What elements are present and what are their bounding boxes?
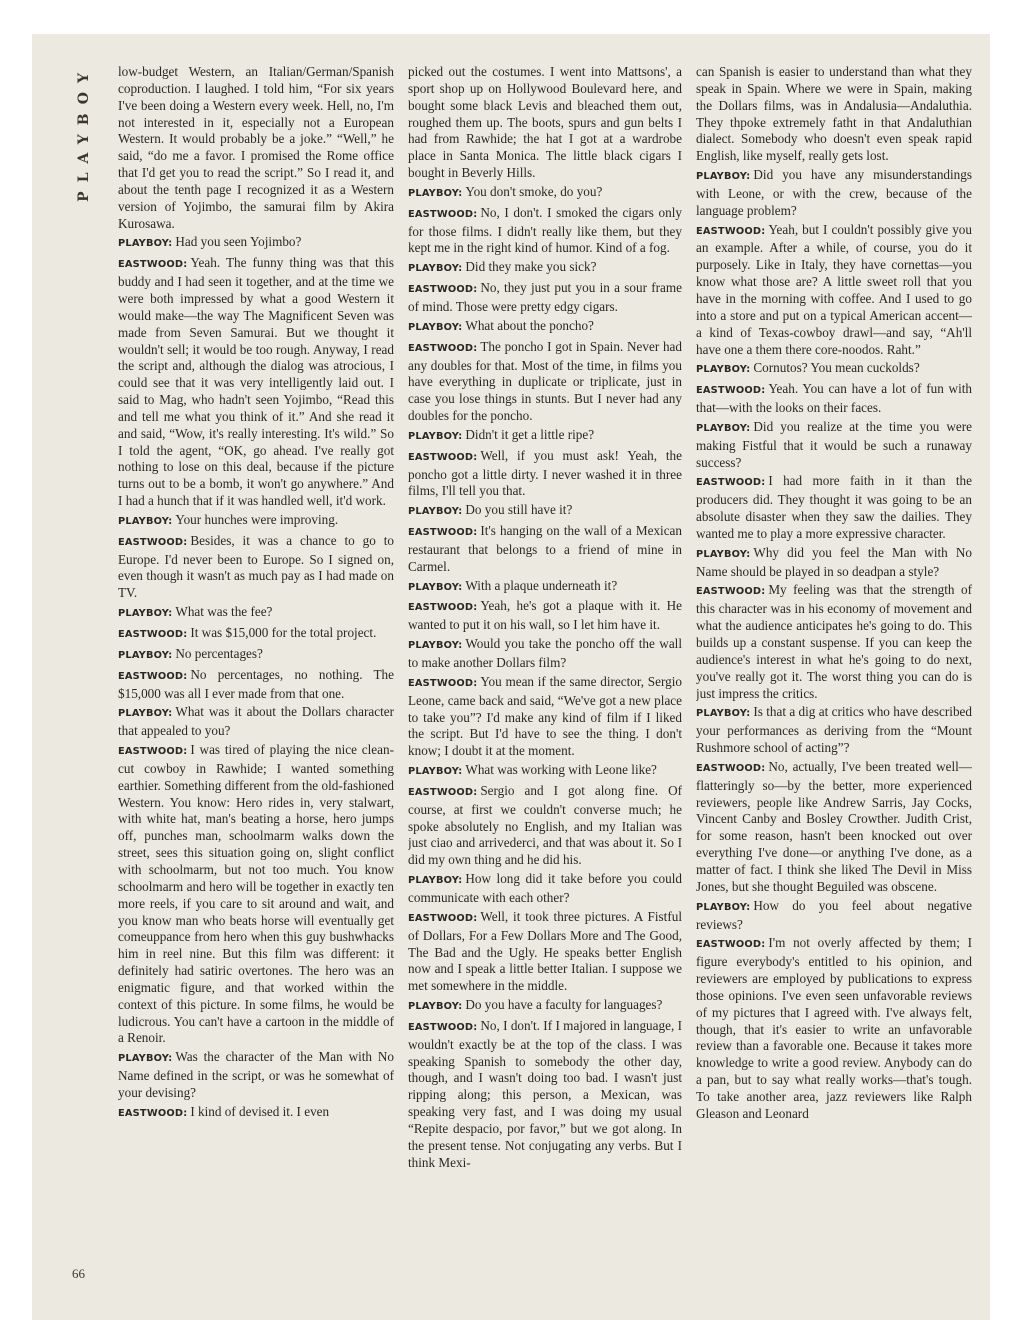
speaker-label: EASTWOOD:	[696, 385, 766, 397]
paragraph-text: How do you feel about negative reviews?	[696, 897, 972, 932]
paragraph	[408, 783, 682, 869]
speaker-label: PLAYBOY:	[696, 708, 751, 720]
paragraph-text: Was the character of the Man with No Name defined in the script, or was he somewhat of your devising?	[118, 1049, 394, 1100]
speaker-label: PLAYBOY:	[408, 766, 463, 778]
paragraph	[408, 598, 682, 634]
paragraph-text: With a plaque underneath it?	[465, 577, 618, 593]
paragraph-text: What was the fee?	[175, 604, 273, 620]
paragraph	[696, 419, 972, 472]
paragraph-text: My feeling was that the strength of this character was in his economy of movement and what the audience anticipates he's going to do. This builds up a constant suspense. If you can keep the audience's interest in what he's going to do next, you've really got it. The worst thing you can do is just impress the critics.	[696, 582, 972, 701]
paragraph	[408, 64, 682, 182]
speaker-label: EASTWOOD:	[408, 786, 478, 798]
paragraph-text: Had you seen Yojimbo?	[175, 234, 302, 250]
paragraph-text: I was tired of playing the nice clean-cut cowboy in Rawhide; I wanted something earthier. Something different from the old-fashioned Western. You know: Hero rides in, very stalwart, with white hat, man's beating a horse, hero jumps off, punches man, schoolmarm walks down the street, sees this situation going on, slight conflict with schoolmarm, but not too much. You know schoolmarm and hero will be together in exactly ten more reels, if you care to sit around and wait, and you know man who beats horse will eventually get comeuppance from hero when this guy bushwhacks him in reel nine. But this film was different: it definitely had satiric overtones. The hero was an enigmatic figure, and that worked within the context of this picture. In some films, he would be ludicrous. You can't have a cartoon in the middle of a Renoir.	[118, 742, 394, 1046]
paragraph	[696, 381, 972, 417]
paragraph	[118, 604, 394, 623]
paragraph	[118, 1049, 394, 1102]
paragraph	[408, 909, 682, 995]
speaker-label: EASTWOOD:	[118, 746, 188, 758]
paragraph	[408, 502, 682, 521]
paragraph-text: Is that a dig at critics who have described your performances as deriving from the “Mount Rushmore school of acting”?	[696, 704, 972, 756]
paragraph	[408, 259, 682, 278]
speaker-label: EASTWOOD:	[118, 629, 188, 640]
paragraph	[696, 704, 972, 757]
speaker-label: EASTWOOD:	[408, 208, 478, 220]
paragraph	[696, 898, 972, 934]
speaker-label: PLAYBOY:	[408, 321, 463, 333]
masthead: PLAYBOY	[76, 64, 92, 202]
speaker-label: EASTWOOD:	[696, 586, 766, 598]
paragraph-text: It was $15,000 for the total project.	[190, 625, 377, 640]
paragraph-text: Well, it took three pictures. A Fistful of Dollars, For a Few Dollars More and The Good, The Bad and the Ugly. He speaks better English now and I speak a little better Italian. I suppose we met somewhere in the middle.	[408, 908, 682, 994]
paragraph	[408, 184, 682, 203]
speaker-label: EASTWOOD:	[118, 1107, 188, 1119]
speaker-label: EASTWOOD:	[118, 536, 188, 548]
paragraph-text: Yeah, but I couldn't possibly give you an example. After a while, of course, you do it purposely. Like in Italy, they have cornettas—you know what those are? A little sweet roll that you have in the morning with coffee. And I used to go into a store and put on a typical American accent—a kind of Texas-cowboy drawl—and say, “Ah'll have one a them there core-noodos. Raht.”	[696, 221, 972, 357]
paragraph	[118, 234, 394, 253]
paragraph-text: It's hanging on the wall of a Mexican restaurant that belongs to a friend of mine in Carmel.	[408, 523, 682, 574]
speaker-label: EASTWOOD:	[118, 259, 188, 271]
paragraph-text: How long did it take before you could communicate with each other?	[408, 871, 682, 905]
paragraph-text: I'm not overly affected by them; I figure everybody's entitled to his opinion, and reviewers are employed by publications to express those opinions. I've even seen unfavorable reviews of my pictures that I agreed with. I've always felt, though, that it's easier to write an unfavorable review than a favorable one. Because it takes more knowledge to write a good review. Anybody can do a pan, but to say what really works—that's tough. To take another area, jazz reviewers like Ralph Gleason and Leonard	[696, 935, 972, 1121]
paragraph	[408, 578, 682, 597]
paragraph-text: Did they make you sick?	[465, 259, 597, 275]
paragraph-text: can Spanish is easier to understand than what they speak in Spain. Where we were in Spain, making the Dollars films, was in Andalusia—Andaluthia. They thpoke extremely fatht in that Andaluthian dialect. Somebody who doesn't even speak rapid English, like myself, really gets lost.	[696, 64, 972, 164]
paragraph	[118, 742, 394, 1047]
paragraph-text: Did you realize at the time you were making Fistful that it would be such a runaway success?	[696, 418, 972, 470]
speaker-label: PLAYBOY:	[408, 640, 463, 652]
speaker-label: PLAYBOY:	[696, 171, 751, 183]
paragraph-text: Sergio and I got along fine. Of course, at first we couldn't converse much; he spoke absolutely no English, and my Italian was just ciao and arrivederci, and that was about it. So I did my own thing and he did his.	[408, 782, 682, 868]
paragraph-text: Would you take the poncho off the wall to make another Dollars film?	[408, 636, 682, 670]
paragraph	[696, 167, 972, 220]
speaker-label: EASTWOOD:	[408, 527, 478, 539]
paragraph	[408, 636, 682, 672]
paragraph-text: Yeah. You can have a lot of fun with that—with the looks on their faces.	[696, 381, 972, 416]
paragraph	[408, 762, 682, 781]
paragraph	[118, 64, 394, 232]
text-column-2	[408, 64, 682, 1304]
paragraph	[696, 64, 972, 165]
paragraph-text: Yeah, he's got a plaque with it. He wanted to put it on his wall, so I let him have it.	[408, 598, 682, 633]
paragraph	[408, 280, 682, 316]
speaker-label: PLAYBOY:	[118, 649, 173, 661]
speaker-label: EASTWOOD:	[696, 477, 766, 489]
paragraph	[696, 759, 972, 896]
speaker-label: EASTWOOD:	[408, 451, 478, 463]
speaker-label: PLAYBOY:	[696, 422, 751, 434]
paragraph	[118, 704, 394, 740]
speaker-label: PLAYBOY:	[408, 875, 463, 887]
page-number: 66	[72, 1266, 85, 1281]
speaker-label: PLAYBOY:	[118, 708, 173, 720]
paragraph-text: What was it about the Dollars character that appealed to you?	[118, 704, 394, 739]
paragraph	[118, 512, 394, 531]
paragraph-text: The poncho I got in Spain. Never had any doubles for that. Most of the time, in films you have everything in duplicate or triplicate, just in case you lose things in stunts. But I never had any doubles for the poncho.	[408, 338, 682, 424]
paragraph-text: Cornutos? You mean cuckolds?	[753, 360, 920, 376]
speaker-label: EASTWOOD:	[408, 602, 478, 614]
paragraph	[408, 427, 682, 446]
paragraph-text: No, I don't. I smoked the cigars only for those films. I didn't really like them, but they kept me in the right kind of humor. Kind of a fog.	[408, 204, 682, 256]
paragraph-text: You mean if the same director, Sergio Leone, came back and said, “We've got a new place to take you”? I'd make any kind of film if I liked the script. But I'd have to see the thing. I don't know; I doubt it at the moment.	[408, 673, 682, 759]
paragraph	[696, 582, 972, 702]
paragraph	[118, 646, 394, 665]
paragraph	[118, 533, 394, 602]
paragraph-text: I kind of devised it. I even	[190, 1103, 330, 1119]
paragraph	[408, 448, 682, 501]
paragraph	[696, 222, 972, 359]
paragraph-text: low-budget Western, an Italian/German/Spanish coproduction. I laughed. I told him, “For six years I've been doing a Western every week. Hell, no, I'm not interested in it, especially not a European Western. It would probably be a joke.” “Well,” he said, “do me a favor. I promised the Rome office that I'd get you to read the script.” So I read it, and about the tenth page I recognized it as a Western version of Yojimbo, the samurai film by Akira Kurosawa.	[118, 64, 394, 231]
paragraph-text: Did you have any misunderstandings with Leone, or with the crew, because of the language problem?	[696, 167, 972, 218]
speaker-label: PLAYBOY:	[118, 608, 173, 620]
speaker-label: EASTWOOD:	[696, 762, 766, 774]
paragraph-text: What about the poncho?	[465, 317, 594, 333]
text-column-1	[118, 64, 394, 1304]
magazine-page	[32, 34, 990, 1320]
paragraph	[408, 205, 682, 258]
speaker-label: PLAYBOY:	[408, 581, 463, 593]
paragraph-text: What was working with Leone like?	[465, 762, 657, 778]
paragraph-text: No percentages, no nothing. The $15,000 was all I ever made from that one.	[118, 666, 394, 701]
speaker-label: EASTWOOD:	[696, 939, 766, 951]
paragraph	[408, 1018, 682, 1172]
paragraph-text: No, they just put you in a sour frame of mind. Those were pretty edgy cigars.	[408, 280, 682, 314]
paragraph	[408, 674, 682, 760]
speaker-label: EASTWOOD:	[408, 342, 478, 354]
speaker-label: PLAYBOY:	[696, 548, 751, 560]
paragraph-text: You don't smoke, do you?	[465, 183, 603, 199]
paragraph-text: Do you still have it?	[465, 502, 573, 518]
speaker-label: PLAYBOY:	[408, 506, 463, 518]
paragraph-text: I had more faith in it than the producers did. They thought it was going to be an absolute disaster when they saw the dailies. They wanted me to play a more expressive character.	[696, 473, 972, 541]
paragraph-text: Yeah. The funny thing was that this buddy and I had seen it together, and at the time we were both impressed by what a good Western it would make—the way The Magnificent Seven was made from Seven Samurai. But we thought it wouldn't sell; it would be too rough. Anyway, I read the script and, although the dialog was atrocious, I could see that it was very intelligently laid out. I said to Mag, who hadn't seen Yojimbo, “Read this and tell me what you think of it.” And she read it and said, “Wow, it's really interesting. It's wild.” So I told the agent, “OK, go ahead. I've really got nothing to lose on this deal, because if the picture turns out to be a bomb, it won't go anywhere.” And I had a hunch that if it was handled well, it'd work.	[118, 255, 394, 509]
paragraph	[118, 255, 394, 510]
paragraph	[118, 667, 394, 703]
speaker-label: PLAYBOY:	[408, 430, 463, 442]
speaker-label: EASTWOOD:	[408, 912, 478, 924]
speaker-label: PLAYBOY:	[408, 263, 463, 275]
speaker-label: EASTWOOD:	[696, 225, 766, 237]
speaker-label: PLAYBOY:	[118, 238, 173, 250]
paragraph-text: Well, if you must ask! Yeah, the poncho got a little dirty. I never washed it in three films, I'll tell you that.	[408, 447, 682, 499]
speaker-label: PLAYBOY:	[696, 901, 751, 913]
paragraph-text: Do you have a faculty for languages?	[465, 997, 663, 1013]
paragraph	[408, 997, 682, 1016]
paragraph-text: No, I don't. If I majored in language, I wouldn't exactly be at the top of the class. I was speaking Spanish to somebody the other day, though, and I wasn't doing too bad. I wasn't just ripping along; this person, a Mexican, was speaking very fast, and I was doing my usual “Repite despacio, por favor,” but we got along. In the present tense. Not conjugating any verbs. But I think Mexi-	[408, 1017, 682, 1170]
paragraph-text: No percentages?	[175, 645, 263, 661]
paragraph	[408, 339, 682, 425]
speaker-label: PLAYBOY:	[408, 187, 463, 199]
speaker-label: PLAYBOY:	[118, 1053, 173, 1065]
paragraph-text: No, actually, I've been treated well—flatteringly so—by the better, more experienced reviewers, people like Andrew Sarris, Jay Cocks, Vincent Canby and Bosley Crowther. Judith Crist, for some reason, hasn't been knocked out over everything I've done—or anything I've done, as a matter of fact. I think she liked The Devil in Miss Jones, but she thought Beguiled was obscene.	[696, 758, 972, 894]
speaker-label: EASTWOOD:	[118, 670, 188, 682]
paragraph	[696, 473, 972, 542]
text-column-3	[696, 64, 972, 1304]
speaker-label: PLAYBOY:	[408, 1001, 463, 1013]
paragraph-text: Why did you feel the Man with No Name should be played in so deadpan a style?	[696, 544, 972, 579]
paragraph-text: Besides, it was a chance to go to Europe. I'd never been to Europe. So I signed on, even though it wasn't as much pay as I had made on TV.	[118, 532, 394, 601]
paragraph	[408, 523, 682, 576]
paragraph	[118, 625, 394, 644]
paragraph	[696, 545, 972, 581]
paragraph	[408, 318, 682, 337]
speaker-label: EASTWOOD:	[408, 1021, 478, 1033]
paragraph	[696, 935, 972, 1122]
paragraph	[696, 360, 972, 379]
paragraph-text: Didn't it get a little ripe?	[465, 426, 595, 442]
speaker-label: PLAYBOY:	[118, 515, 173, 527]
speaker-label: EASTWOOD:	[408, 677, 478, 689]
paragraph-text: picked out the costumes. I went into Mattsons', a sport shop up on Hollywood Boulevard here, and bought some black Levis and bleached them out, roughed them up. The boots, spurs and gun belts I had from Rawhide; the hat I got at a wardrobe place in Santa Monica. The little black cigars I bought in Beverly Hills.	[408, 64, 682, 181]
paragraph	[118, 1104, 394, 1123]
speaker-label: PLAYBOY:	[696, 364, 751, 376]
speaker-label: EASTWOOD:	[408, 284, 478, 296]
paragraph	[408, 871, 682, 907]
paragraph-text: Your hunches were improving.	[175, 511, 339, 527]
